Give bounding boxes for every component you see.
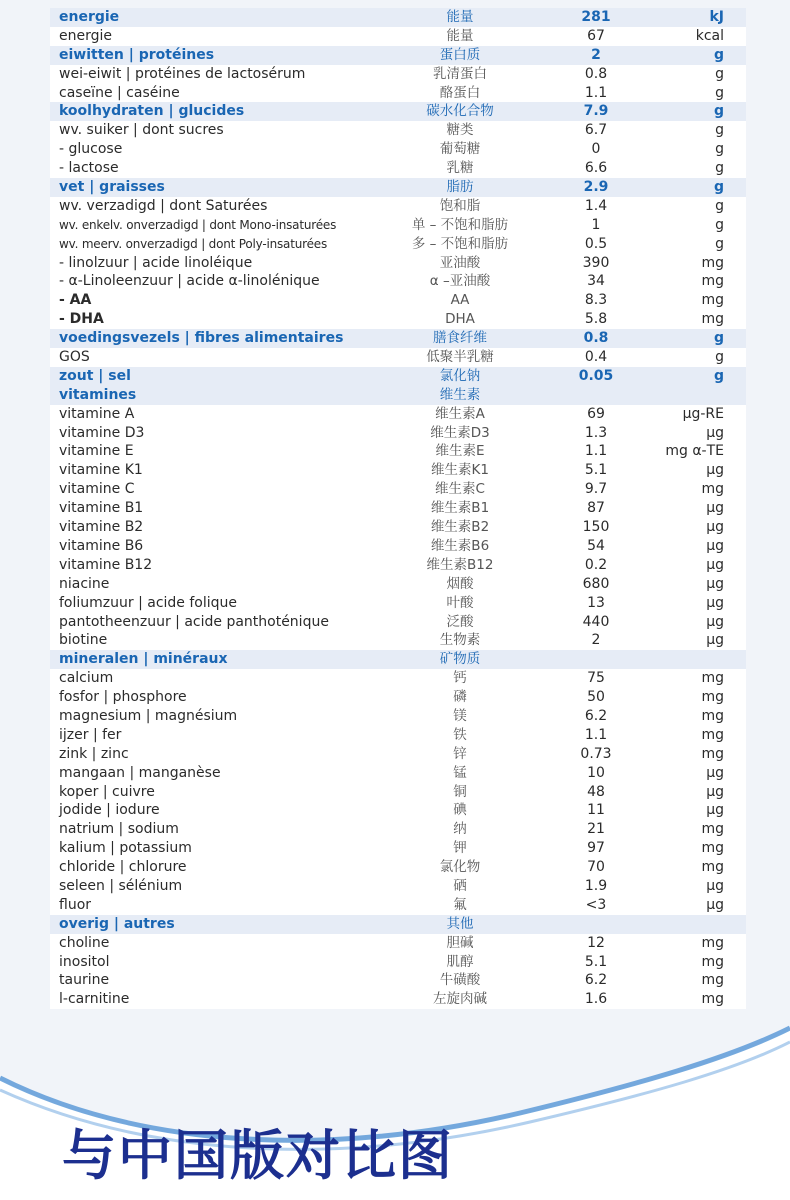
nutrient-unit: µg bbox=[706, 613, 724, 630]
nutrient-value: 0.8 bbox=[584, 65, 608, 82]
nutrient-value: 75 bbox=[587, 670, 605, 687]
nutrient-row bbox=[50, 575, 746, 594]
nutrient-value: 6.7 bbox=[584, 122, 608, 139]
nutrient-name-nl-fr: choline bbox=[59, 934, 110, 951]
nutrient-name-nl-fr: jodide | iodure bbox=[59, 802, 160, 819]
nutrient-value: 7.9 bbox=[583, 103, 609, 120]
section-header-row bbox=[50, 178, 746, 197]
nutrient-row bbox=[50, 669, 746, 688]
nutrient-name-nl-fr: kalium | potassium bbox=[59, 840, 192, 857]
nutrient-name-zh: 牛磺酸 bbox=[439, 972, 481, 989]
section-header-row bbox=[50, 8, 746, 27]
nutrient-row bbox=[50, 971, 746, 990]
nutrient-name-zh: DHA bbox=[445, 311, 475, 328]
nutrient-value: 1.1 bbox=[584, 726, 608, 743]
nutrient-name-nl-fr: mineralen | minéraux bbox=[59, 651, 228, 668]
nutrient-name-zh: 磷 bbox=[453, 689, 467, 706]
nutrient-name-zh: 氟 bbox=[453, 896, 467, 913]
nutrient-unit: µg bbox=[706, 764, 724, 781]
nutrient-value: 34 bbox=[587, 273, 605, 290]
nutrient-unit: mg bbox=[701, 254, 724, 271]
nutrient-name-zh: 铁 bbox=[453, 726, 467, 743]
nutrient-unit: µg bbox=[706, 783, 724, 800]
nutrient-row bbox=[50, 348, 746, 367]
nutrient-name-zh: 胆碱 bbox=[446, 934, 474, 951]
nutrient-unit: g bbox=[713, 103, 724, 120]
nutrient-value: 21 bbox=[587, 821, 605, 838]
nutrient-value: 97 bbox=[587, 840, 605, 857]
nutrient-name-zh: 乳清蛋白 bbox=[433, 65, 487, 82]
nutrient-row bbox=[50, 556, 746, 575]
nutrient-row bbox=[50, 631, 746, 650]
nutrient-name-nl-fr: wv. suiker | dont sucres bbox=[59, 122, 224, 139]
nutrient-unit: µg bbox=[706, 556, 724, 573]
nutrient-unit: µg bbox=[706, 462, 724, 479]
nutrient-name-zh: 维生素K1 bbox=[431, 462, 489, 479]
nutrient-value: 1 bbox=[591, 216, 601, 233]
nutrient-value: 87 bbox=[587, 500, 605, 517]
nutrient-name-zh: 纳 bbox=[453, 821, 467, 838]
nutrient-name-zh: 氯化钠 bbox=[439, 367, 481, 384]
nutrient-row bbox=[50, 594, 746, 613]
nutrient-value: 2 bbox=[591, 632, 601, 649]
nutrient-name-zh: 维生素B12 bbox=[426, 556, 494, 573]
nutrient-value: 67 bbox=[587, 27, 605, 44]
nutrient-row bbox=[50, 858, 746, 877]
nutrient-value: 5.1 bbox=[584, 953, 608, 970]
nutrient-name-nl-fr: vet | graisses bbox=[59, 179, 165, 196]
nutrient-unit: µg bbox=[706, 537, 724, 554]
nutrient-value: <3 bbox=[585, 896, 607, 913]
nutrient-row bbox=[50, 405, 746, 424]
nutrient-name-zh: 蛋白质 bbox=[439, 46, 481, 63]
nutrient-value: 281 bbox=[581, 9, 611, 25]
nutrient-row bbox=[50, 688, 746, 707]
nutrient-name-nl-fr: magnesium | magnésium bbox=[59, 707, 238, 724]
nutrient-name-nl-fr: pantotheenzuur | acide panthoténique bbox=[59, 613, 329, 630]
nutrient-row bbox=[50, 442, 746, 461]
nutrient-value: 680 bbox=[582, 575, 610, 592]
nutrient-name-nl-fr: wv. verzadigd | dont Saturées bbox=[59, 197, 268, 214]
nutrient-name-nl-fr: voedingsvezels | fibres alimentaires bbox=[59, 330, 344, 347]
nutrient-name-zh: α –亚油酸 bbox=[429, 273, 491, 290]
nutrient-name-zh: 生物素 bbox=[439, 632, 481, 649]
nutrient-row bbox=[50, 953, 746, 972]
nutrient-unit: mg bbox=[701, 953, 724, 970]
nutrient-name-nl-fr: energie bbox=[59, 9, 120, 25]
nutrient-value: 9.7 bbox=[584, 481, 608, 498]
nutrient-unit: mg bbox=[701, 726, 724, 743]
nutrient-row bbox=[50, 990, 746, 1009]
nutrient-name-zh: 碘 bbox=[453, 802, 467, 819]
nutrient-row bbox=[50, 613, 746, 632]
nutrient-unit: mg bbox=[701, 689, 724, 706]
nutrient-value: 2 bbox=[591, 46, 601, 63]
nutrient-unit: mg α-TE bbox=[665, 443, 724, 460]
nutrient-name-zh: 碳水化合物 bbox=[426, 103, 494, 120]
nutrient-value: 0.05 bbox=[578, 367, 614, 384]
nutrient-unit: µg bbox=[706, 802, 724, 819]
nutrient-name-zh: 饱和脂 bbox=[439, 197, 481, 214]
nutrient-name-nl-fr: zink | zinc bbox=[59, 745, 129, 762]
nutrient-value: 48 bbox=[587, 783, 605, 800]
nutrient-row bbox=[50, 254, 746, 273]
nutrient-value: 69 bbox=[587, 405, 605, 422]
nutrient-row bbox=[50, 216, 746, 235]
nutrient-value: 0.5 bbox=[584, 235, 608, 252]
nutrient-unit: µg bbox=[706, 424, 724, 441]
nutrient-row bbox=[50, 121, 746, 140]
nutrient-value: 1.4 bbox=[584, 197, 608, 214]
nutrient-row bbox=[50, 499, 746, 518]
section-header-row bbox=[50, 329, 746, 348]
nutrient-unit: µg bbox=[706, 594, 724, 611]
nutrient-name-zh: 酪蛋白 bbox=[439, 84, 481, 101]
nutrient-name-zh: 其他 bbox=[446, 915, 474, 932]
nutrient-value: 70 bbox=[587, 859, 605, 876]
nutrient-name-zh: 维生素B6 bbox=[430, 537, 490, 554]
nutrient-name-zh: 左旋肉碱 bbox=[433, 991, 487, 1008]
nutrient-unit: mg bbox=[701, 273, 724, 290]
nutrient-unit: g bbox=[715, 235, 724, 252]
nutrient-name-nl-fr: vitamine C bbox=[59, 481, 135, 498]
nutrition-table bbox=[50, 8, 746, 1009]
nutrient-name-nl-fr: l-carnitine bbox=[59, 991, 130, 1008]
nutrient-row bbox=[50, 480, 746, 499]
nutrient-name-zh: 能量 bbox=[446, 9, 474, 25]
nutrient-unit: g bbox=[715, 65, 724, 82]
nutrient-row bbox=[50, 84, 746, 103]
nutrient-name-nl-fr: inositol bbox=[59, 953, 110, 970]
nutrient-name-nl-fr: vitamine K1 bbox=[59, 462, 143, 479]
nutrient-unit: mg bbox=[701, 292, 724, 309]
nutrient-value: 6.2 bbox=[584, 707, 608, 724]
nutrient-value: 0.4 bbox=[584, 349, 608, 366]
nutrient-name-nl-fr: zout | sel bbox=[59, 367, 131, 384]
nutrient-name-zh: 维生素D3 bbox=[430, 424, 490, 441]
nutrient-name-zh: 锌 bbox=[453, 745, 467, 762]
nutrient-name-nl-fr: wei-eiwit | protéines de lactosérum bbox=[59, 65, 306, 82]
nutrient-row bbox=[50, 896, 746, 915]
nutrient-value: 1.1 bbox=[584, 84, 608, 101]
nutrient-name-nl-fr: mangaan | manganèse bbox=[59, 764, 221, 781]
nutrient-name-zh: 铜 bbox=[453, 783, 467, 800]
nutrient-value: 8.3 bbox=[584, 292, 608, 309]
nutrient-row bbox=[50, 65, 746, 84]
nutrient-name-nl-fr: - glucose bbox=[59, 141, 123, 158]
nutrient-value: 440 bbox=[582, 613, 610, 630]
nutrient-name-nl-fr: natrium | sodium bbox=[59, 821, 179, 838]
nutrient-name-nl-fr: vitamine D3 bbox=[59, 424, 145, 441]
nutrient-value: 6.6 bbox=[584, 160, 608, 177]
nutrient-row bbox=[50, 745, 746, 764]
nutrient-name-zh: 维生素B2 bbox=[430, 519, 490, 536]
nutrient-name-zh: 硒 bbox=[453, 877, 467, 894]
nutrient-value: 2.9 bbox=[583, 179, 609, 196]
nutrient-value: 50 bbox=[587, 689, 605, 706]
nutrient-name-zh: 膳食纤维 bbox=[433, 330, 487, 347]
nutrient-unit: mg bbox=[701, 311, 724, 328]
nutrient-unit: g bbox=[715, 141, 724, 158]
nutrient-unit: mg bbox=[701, 481, 724, 498]
nutrient-name-zh: 维生素A bbox=[435, 405, 485, 422]
nutrient-name-nl-fr: calcium bbox=[59, 670, 114, 687]
nutrient-row bbox=[50, 461, 746, 480]
nutrient-name-zh: 维生素C bbox=[435, 481, 485, 498]
nutrient-name-zh: 钙 bbox=[453, 670, 467, 687]
nutrient-value: 6.2 bbox=[584, 972, 608, 989]
nutrient-name-nl-fr: fosfor | phosphore bbox=[59, 689, 187, 706]
nutrient-name-nl-fr: ijzer | fer bbox=[59, 726, 122, 743]
nutrient-name-zh: 氯化物 bbox=[439, 859, 481, 876]
nutrient-row bbox=[50, 726, 746, 745]
nutrient-name-nl-fr: - lactose bbox=[59, 160, 119, 177]
nutrient-row bbox=[50, 291, 746, 310]
nutrient-name-nl-fr: vitamine E bbox=[59, 443, 134, 460]
nutrient-value: 150 bbox=[582, 519, 610, 536]
section-header-row bbox=[50, 46, 746, 65]
nutrient-unit: mg bbox=[701, 745, 724, 762]
nutrient-unit: g bbox=[713, 330, 724, 347]
nutrient-row bbox=[50, 801, 746, 820]
nutrient-name-nl-fr: eiwitten | protéines bbox=[59, 46, 215, 63]
nutrient-name-nl-fr: - AA bbox=[59, 292, 92, 309]
nutrient-value: 5.1 bbox=[584, 462, 608, 479]
nutrient-unit: µg bbox=[706, 632, 724, 649]
nutrient-row bbox=[50, 310, 746, 329]
nutrient-unit: µg bbox=[706, 500, 724, 517]
nutrient-unit: mg bbox=[701, 670, 724, 687]
nutrient-row bbox=[50, 934, 746, 953]
nutrient-name-zh: 能量 bbox=[446, 27, 474, 44]
nutrient-value: 0 bbox=[591, 141, 601, 158]
nutrient-row bbox=[50, 518, 746, 537]
nutrient-name-nl-fr: vitamine A bbox=[59, 405, 135, 422]
section-header-row bbox=[50, 650, 746, 669]
nutrient-name-zh: 维生素B1 bbox=[430, 500, 490, 517]
nutrient-name-nl-fr: - DHA bbox=[59, 311, 104, 328]
nutrient-name-nl-fr: chloride | chlorure bbox=[59, 859, 187, 876]
nutrient-unit: µg bbox=[706, 877, 724, 894]
section-header-row bbox=[50, 102, 746, 121]
nutrient-row bbox=[50, 235, 746, 254]
nutrient-unit: g bbox=[715, 197, 724, 214]
nutrient-row bbox=[50, 707, 746, 726]
nutrient-name-nl-fr: foliumzuur | acide folique bbox=[59, 594, 238, 611]
nutrient-name-zh: 亚油酸 bbox=[439, 254, 481, 271]
nutrient-name-zh: 糖类 bbox=[446, 122, 474, 139]
nutrient-value: 11 bbox=[587, 802, 605, 819]
nutrient-unit: mg bbox=[701, 859, 724, 876]
nutrient-unit: g bbox=[715, 160, 724, 177]
nutrient-row bbox=[50, 159, 746, 178]
nutrient-unit: g bbox=[715, 349, 724, 366]
nutrient-name-zh: 单 – 不饱和脂肪 bbox=[411, 216, 509, 233]
nutrient-name-nl-fr: biotine bbox=[59, 632, 108, 649]
nutrient-unit: kcal bbox=[695, 27, 724, 44]
nutrient-name-zh: 葡萄糖 bbox=[439, 141, 481, 158]
nutrient-name-nl-fr: taurine bbox=[59, 972, 110, 989]
nutrient-value: 13 bbox=[587, 594, 605, 611]
nutrient-name-nl-fr: GOS bbox=[59, 349, 90, 366]
nutrient-name-nl-fr: seleen | sélénium bbox=[59, 877, 183, 894]
nutrient-name-zh: 叶酸 bbox=[446, 594, 474, 611]
nutrient-row bbox=[50, 877, 746, 896]
nutrient-unit: mg bbox=[701, 821, 724, 838]
nutrient-value: 10 bbox=[587, 764, 605, 781]
nutrient-row bbox=[50, 27, 746, 46]
nutrient-value: 1.6 bbox=[584, 991, 608, 1008]
nutrient-name-nl-fr: vitamine B6 bbox=[59, 537, 144, 554]
nutrient-name-zh: 泛酸 bbox=[446, 613, 474, 630]
nutrient-name-nl-fr: vitamine B2 bbox=[59, 519, 144, 536]
nutrient-name-zh: 锰 bbox=[453, 764, 467, 781]
nutrient-name-nl-fr: niacine bbox=[59, 575, 110, 592]
nutrient-row bbox=[50, 537, 746, 556]
nutrient-unit: g bbox=[715, 216, 724, 233]
nutrient-unit: mg bbox=[701, 991, 724, 1008]
nutrient-value: 1.1 bbox=[584, 443, 608, 460]
section-header-row bbox=[50, 386, 746, 405]
nutrient-row bbox=[50, 197, 746, 216]
comparison-title: 与中国版对比图 bbox=[62, 1124, 454, 1187]
nutrient-name-nl-fr: wv. enkelv. onverzadigd | dont Mono-insaturées bbox=[59, 217, 337, 232]
nutrient-name-zh: 钾 bbox=[453, 840, 467, 857]
nutrient-row bbox=[50, 839, 746, 858]
nutrient-name-nl-fr: vitamine B12 bbox=[59, 556, 153, 573]
nutrient-unit: mg bbox=[701, 934, 724, 951]
nutrient-name-zh: 肌醇 bbox=[446, 953, 474, 970]
nutrient-value: 0.73 bbox=[580, 745, 612, 762]
nutrient-row bbox=[50, 272, 746, 291]
nutrient-unit: µg bbox=[706, 575, 724, 592]
nutrient-name-nl-fr: overig | autres bbox=[59, 915, 175, 932]
nutrient-name-zh: 脂肪 bbox=[446, 179, 474, 196]
nutrient-name-nl-fr: vitamines bbox=[59, 386, 137, 403]
nutrient-unit: g bbox=[715, 84, 724, 101]
nutrient-unit: µg-RE bbox=[682, 405, 724, 422]
nutrient-name-zh: 乳糖 bbox=[446, 160, 474, 177]
nutrient-name-zh: AA bbox=[450, 292, 470, 309]
nutrient-value: 54 bbox=[587, 537, 605, 554]
nutrient-unit: mg bbox=[701, 972, 724, 989]
nutrient-name-zh: 维生素 bbox=[439, 386, 481, 403]
nutrient-name-nl-fr: - linolzuur | acide linoléique bbox=[59, 254, 253, 271]
nutrient-value: 1.9 bbox=[584, 877, 608, 894]
nutrient-name-zh: 低聚半乳糖 bbox=[426, 349, 494, 366]
nutrient-value: 0.8 bbox=[583, 330, 609, 347]
nutrient-name-zh: 多 – 不饱和脂肪 bbox=[411, 235, 509, 252]
nutrient-name-nl-fr: - α-Linoleenzuur | acide α-linolénique bbox=[59, 273, 320, 290]
nutrient-unit: g bbox=[713, 46, 724, 63]
nutrient-name-nl-fr: vitamine B1 bbox=[59, 500, 144, 517]
nutrient-unit: µg bbox=[706, 896, 724, 913]
nutrient-value: 12 bbox=[587, 934, 605, 951]
nutrient-unit: g bbox=[713, 367, 724, 384]
nutrient-row bbox=[50, 424, 746, 443]
section-header-row bbox=[50, 915, 746, 934]
nutrient-name-nl-fr: energie bbox=[59, 27, 112, 44]
nutrient-row bbox=[50, 783, 746, 802]
nutrient-name-zh: 矿物质 bbox=[439, 651, 481, 668]
section-header-row bbox=[50, 367, 746, 386]
nutrient-row bbox=[50, 764, 746, 783]
nutrient-unit: mg bbox=[701, 840, 724, 857]
nutrient-value: 5.8 bbox=[584, 311, 608, 328]
nutrient-unit: mg bbox=[701, 707, 724, 724]
nutrient-name-nl-fr: koper | cuivre bbox=[59, 783, 155, 800]
nutrient-unit: g bbox=[715, 122, 724, 139]
nutrient-name-nl-fr: wv. meerv. onverzadigd | dont Poly-insaturées bbox=[59, 236, 328, 251]
nutrient-name-nl-fr: caseïne | caséine bbox=[59, 84, 180, 101]
nutrient-name-zh: 烟酸 bbox=[446, 575, 474, 592]
nutrient-unit: kJ bbox=[709, 9, 724, 25]
nutrient-row bbox=[50, 820, 746, 839]
nutrient-value: 390 bbox=[582, 254, 610, 271]
nutrient-name-zh: 镁 bbox=[453, 707, 467, 724]
nutrient-name-nl-fr: fluor bbox=[59, 896, 92, 913]
nutrient-row bbox=[50, 140, 746, 159]
nutrient-name-nl-fr: koolhydraten | glucides bbox=[59, 103, 245, 120]
nutrient-value: 0.2 bbox=[584, 556, 608, 573]
nutrient-unit: g bbox=[713, 179, 724, 196]
nutrient-value: 1.3 bbox=[584, 424, 608, 441]
nutrient-unit: µg bbox=[706, 519, 724, 536]
nutrient-name-zh: 维生素E bbox=[435, 443, 485, 460]
